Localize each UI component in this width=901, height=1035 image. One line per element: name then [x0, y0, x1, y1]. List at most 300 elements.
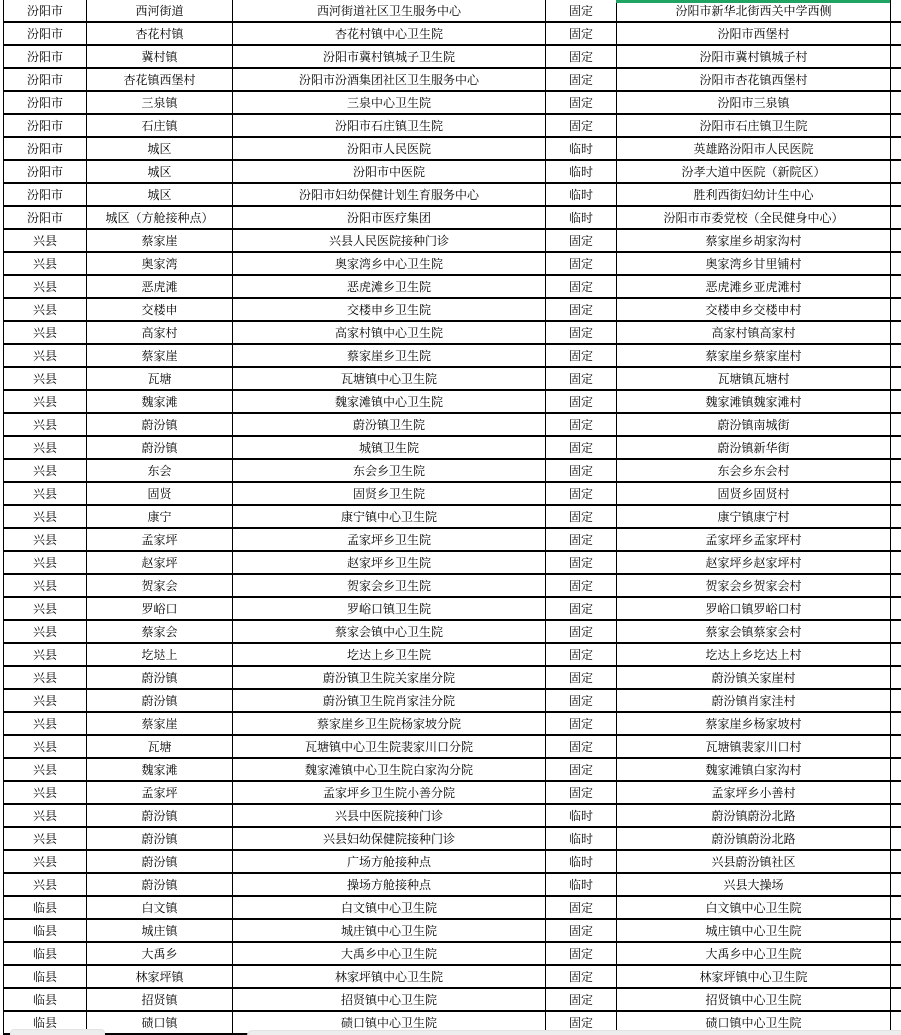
cell-city[interactable]: 临县: [4, 920, 87, 943]
cell-town[interactable]: 城庄镇: [87, 920, 233, 943]
cell-filler[interactable]: [891, 989, 901, 1012]
cell-site[interactable]: 蔚汾镇卫生院: [233, 414, 546, 437]
cell-address[interactable]: 蔡家崖乡胡家沟村: [617, 230, 891, 253]
cell-city[interactable]: 兴县: [4, 736, 87, 759]
cell-type[interactable]: 固定: [546, 92, 617, 115]
cell-type[interactable]: 固定: [546, 483, 617, 506]
cell-address[interactable]: 招贤镇中心卫生院: [617, 989, 891, 1012]
cell-type[interactable]: 固定: [546, 598, 617, 621]
cell-site[interactable]: 蔡家崖乡卫生院杨家坡分院: [233, 713, 546, 736]
cell-filler[interactable]: [891, 299, 901, 322]
cell-site[interactable]: 广场方舱接种点: [233, 851, 546, 874]
cell-type[interactable]: 临时: [546, 874, 617, 897]
cell-address[interactable]: 英雄路汾阳市人民医院: [617, 138, 891, 161]
cell-town[interactable]: 高家村: [87, 322, 233, 345]
cell-city[interactable]: 临县: [4, 943, 87, 966]
table-row: [4, 943, 901, 966]
cell-town[interactable]: 蔚汾镇: [87, 437, 233, 460]
cell-address[interactable]: 碛口镇中心卫生院: [617, 1012, 891, 1035]
cell-city[interactable]: 兴县: [4, 529, 87, 552]
cell-site[interactable]: 罗峪口镇卫生院: [233, 598, 546, 621]
cell-town[interactable]: 瓦塘: [87, 368, 233, 391]
cell-filler[interactable]: [891, 253, 901, 276]
cell-filler[interactable]: [891, 851, 901, 874]
cell-type[interactable]: 固定: [546, 368, 617, 391]
cell-town[interactable]: 蔚汾镇: [87, 805, 233, 828]
cell-site[interactable]: 赵家坪乡卫生院: [233, 552, 546, 575]
cell-type[interactable]: 临时: [546, 851, 617, 874]
cell-filler[interactable]: [891, 184, 901, 207]
cell-type[interactable]: 固定: [546, 529, 617, 552]
cell-site[interactable]: 兴县中医院接种门诊: [233, 805, 546, 828]
cell-town[interactable]: 孟家坪: [87, 529, 233, 552]
cell-city[interactable]: 兴县: [4, 345, 87, 368]
cell-site[interactable]: 汾阳市妇幼保健计划生育服务中心: [233, 184, 546, 207]
cell-filler[interactable]: [891, 529, 901, 552]
cell-type[interactable]: 固定: [546, 46, 617, 69]
cell-filler[interactable]: [891, 0, 901, 23]
cell-address[interactable]: 汾阳市三泉镇: [617, 92, 891, 115]
cell-town[interactable]: 蔡家崖: [87, 230, 233, 253]
cell-type[interactable]: 固定: [546, 1012, 617, 1035]
cell-city[interactable]: 兴县: [4, 805, 87, 828]
table-row: [4, 414, 901, 437]
cell-city[interactable]: 汾阳市: [4, 115, 87, 138]
bottom-ui-strip-left: [10, 1029, 105, 1035]
cell-city[interactable]: 汾阳市: [4, 23, 87, 46]
cell-town[interactable]: 城区（方舱接种点）: [87, 207, 233, 230]
cell-city[interactable]: 兴县: [4, 667, 87, 690]
cell-city[interactable]: 临县: [4, 1012, 87, 1035]
cell-type[interactable]: 固定: [546, 736, 617, 759]
cell-type[interactable]: 固定: [546, 621, 617, 644]
cell-filler[interactable]: [891, 598, 901, 621]
cell-type[interactable]: 固定: [546, 690, 617, 713]
cell-city[interactable]: 兴县: [4, 299, 87, 322]
cell-address[interactable]: 东会乡东会村: [617, 460, 891, 483]
cell-address[interactable]: 胜利西街妇幼计生中心: [617, 184, 891, 207]
cell-city[interactable]: 汾阳市: [4, 46, 87, 69]
cell-type[interactable]: 固定: [546, 943, 617, 966]
cell-filler[interactable]: [891, 552, 901, 575]
cell-filler[interactable]: [891, 276, 901, 299]
table-row: [4, 276, 901, 299]
cell-filler[interactable]: [891, 460, 901, 483]
cell-city[interactable]: 临县: [4, 897, 87, 920]
cell-address[interactable]: 蔡家会镇蔡家会村: [617, 621, 891, 644]
cell-address[interactable]: 兴县大操场: [617, 874, 891, 897]
cell-address[interactable]: 孟家坪乡小善村: [617, 782, 891, 805]
cell-address[interactable]: 蔚汾镇肖家洼村: [617, 690, 891, 713]
cell-town[interactable]: 蔡家崖: [87, 345, 233, 368]
cell-site[interactable]: 汾阳市中医院: [233, 161, 546, 184]
cell-type[interactable]: 临时: [546, 161, 617, 184]
cell-city[interactable]: 兴县: [4, 391, 87, 414]
table-row: [4, 161, 901, 184]
table-row: [4, 391, 901, 414]
cell-filler[interactable]: [891, 759, 901, 782]
cell-city[interactable]: 汾阳市: [4, 138, 87, 161]
cell-address[interactable]: 魏家滩镇白家沟村: [617, 759, 891, 782]
cell-address[interactable]: 蔡家崖乡蔡家崖村: [617, 345, 891, 368]
table-row: [4, 460, 901, 483]
cell-type[interactable]: 固定: [546, 713, 617, 736]
cell-type[interactable]: 固定: [546, 644, 617, 667]
cell-site[interactable]: 大禹乡中心卫生院: [233, 943, 546, 966]
cell-site[interactable]: 汾阳市冀村镇城子卫生院: [233, 46, 546, 69]
cell-city[interactable]: 兴县: [4, 575, 87, 598]
cell-filler[interactable]: [891, 437, 901, 460]
cell-site[interactable]: 城庄镇中心卫生院: [233, 920, 546, 943]
cell-site[interactable]: 西河街道社区卫生服务中心: [233, 0, 546, 23]
table-row: [4, 92, 901, 115]
cell-site[interactable]: 高家村镇中心卫生院: [233, 322, 546, 345]
cell-site[interactable]: 康宁镇中心卫生院: [233, 506, 546, 529]
cell-type[interactable]: 固定: [546, 23, 617, 46]
cell-type[interactable]: 临时: [546, 184, 617, 207]
cell-town[interactable]: 冀村镇: [87, 46, 233, 69]
table-row: [4, 805, 901, 828]
cell-filler[interactable]: [891, 138, 901, 161]
cell-site[interactable]: 城镇卫生院: [233, 437, 546, 460]
table-row: [4, 0, 901, 23]
table-row: [4, 920, 901, 943]
cell-filler[interactable]: [891, 368, 901, 391]
cell-address[interactable]: 汾阳市西堡村: [617, 23, 891, 46]
table-row: [4, 506, 901, 529]
selected-cell-indicator: [616, 0, 890, 3]
cell-city[interactable]: 兴县: [4, 828, 87, 851]
cell-town[interactable]: 招贤镇: [87, 989, 233, 1012]
cell-site[interactable]: 兴县人民医院接种门诊: [233, 230, 546, 253]
cell-type[interactable]: 固定: [546, 230, 617, 253]
cell-city[interactable]: 兴县: [4, 598, 87, 621]
cell-filler[interactable]: [891, 322, 901, 345]
cell-town[interactable]: 蔚汾镇: [87, 414, 233, 437]
cell-town[interactable]: 石庄镇: [87, 115, 233, 138]
cell-site[interactable]: 蔡家崖乡卫生院: [233, 345, 546, 368]
cell-town[interactable]: 交楼申: [87, 299, 233, 322]
table-row: [4, 828, 901, 851]
cell-site[interactable]: 东会乡卫生院: [233, 460, 546, 483]
cell-address[interactable]: 林家坪镇中心卫生院: [617, 966, 891, 989]
cell-site[interactable]: 蔚汾镇卫生院肖家洼分院: [233, 690, 546, 713]
cell-city[interactable]: 兴县: [4, 437, 87, 460]
table-row: [4, 299, 901, 322]
cell-type[interactable]: 固定: [546, 276, 617, 299]
cell-type[interactable]: 固定: [546, 391, 617, 414]
cell-site[interactable]: 孟家坪乡卫生院: [233, 529, 546, 552]
cell-address[interactable]: 蔚汾镇蔚汾北路: [617, 805, 891, 828]
cell-address[interactable]: 瓦塘镇瓦塘村: [617, 368, 891, 391]
cell-site[interactable]: 瓦塘镇中心卫生院: [233, 368, 546, 391]
table-row: [4, 575, 901, 598]
cell-type[interactable]: 固定: [546, 667, 617, 690]
cell-town[interactable]: 恶虎滩: [87, 276, 233, 299]
cell-city[interactable]: 汾阳市: [4, 92, 87, 115]
cell-town[interactable]: 白文镇: [87, 897, 233, 920]
cell-address[interactable]: 汾阳市冀村镇城子村: [617, 46, 891, 69]
cell-address[interactable]: 蔚汾镇新华街: [617, 437, 891, 460]
cell-site[interactable]: 固贤乡卫生院: [233, 483, 546, 506]
cell-town[interactable]: 城区: [87, 184, 233, 207]
cell-address[interactable]: 汾孝大道中医院（新院区）: [617, 161, 891, 184]
cell-filler[interactable]: [891, 621, 901, 644]
cell-type[interactable]: 固定: [546, 966, 617, 989]
cell-city[interactable]: 汾阳市: [4, 207, 87, 230]
cell-city[interactable]: 兴县: [4, 230, 87, 253]
cell-type[interactable]: 固定: [546, 506, 617, 529]
cell-type[interactable]: 固定: [546, 345, 617, 368]
cell-city[interactable]: 汾阳市: [4, 184, 87, 207]
cell-type[interactable]: 临时: [546, 207, 617, 230]
cell-site[interactable]: 兴县妇幼保健院接种门诊: [233, 828, 546, 851]
cell-town[interactable]: 城区: [87, 138, 233, 161]
cell-town[interactable]: 康宁: [87, 506, 233, 529]
cell-city[interactable]: 临县: [4, 989, 87, 1012]
cell-town[interactable]: 蔚汾镇: [87, 828, 233, 851]
cell-address[interactable]: 兴县蔚汾镇社区: [617, 851, 891, 874]
cell-city[interactable]: 兴县: [4, 552, 87, 575]
cell-filler[interactable]: [891, 69, 901, 92]
cell-site[interactable]: 魏家滩镇中心卫生院: [233, 391, 546, 414]
table-row: [4, 253, 901, 276]
cell-address[interactable]: 孟家坪乡孟家坪村: [617, 529, 891, 552]
cell-site[interactable]: 碛口镇中心卫生院: [233, 1012, 546, 1035]
cell-city[interactable]: 兴县: [4, 713, 87, 736]
cell-filler[interactable]: [891, 667, 901, 690]
cell-address[interactable]: 罗峪口镇罗峪口村: [617, 598, 891, 621]
cell-town[interactable]: 蔡家崖: [87, 713, 233, 736]
cell-filler[interactable]: [891, 828, 901, 851]
cell-site[interactable]: 汾阳市医疗集团: [233, 207, 546, 230]
cell-filler[interactable]: [891, 782, 901, 805]
cell-town[interactable]: 瓦塘: [87, 736, 233, 759]
cell-filler[interactable]: [891, 46, 901, 69]
cell-site[interactable]: 林家坪镇中心卫生院: [233, 966, 546, 989]
cell-site[interactable]: 三泉中心卫生院: [233, 92, 546, 115]
cell-town[interactable]: 蔡家会: [87, 621, 233, 644]
cell-site[interactable]: 圪达上乡卫生院: [233, 644, 546, 667]
table-row: [4, 644, 901, 667]
cell-site[interactable]: 瓦塘镇中心卫生院裴家川口分院: [233, 736, 546, 759]
cell-address[interactable]: 蔚汾镇蔚汾北路: [617, 828, 891, 851]
table-row: [4, 966, 901, 989]
cell-filler[interactable]: [891, 161, 901, 184]
cell-address[interactable]: 汾阳市杏花镇西堡村: [617, 69, 891, 92]
cell-town[interactable]: 魏家滩: [87, 759, 233, 782]
cell-town[interactable]: 蔚汾镇: [87, 667, 233, 690]
cell-filler[interactable]: [891, 92, 901, 115]
cell-filler[interactable]: [891, 874, 901, 897]
cell-address[interactable]: 贺家会乡贺家会村: [617, 575, 891, 598]
cell-site[interactable]: 贺家会乡卫生院: [233, 575, 546, 598]
cell-town[interactable]: 固贤: [87, 483, 233, 506]
table-row: [4, 23, 901, 46]
cell-town[interactable]: 蔚汾镇: [87, 874, 233, 897]
cell-city[interactable]: 兴县: [4, 460, 87, 483]
cell-address[interactable]: 赵家坪乡赵家坪村: [617, 552, 891, 575]
cell-city[interactable]: 兴县: [4, 782, 87, 805]
cell-address[interactable]: 交楼申乡交楼申村: [617, 299, 891, 322]
table-row: [4, 437, 901, 460]
cell-filler[interactable]: [891, 207, 901, 230]
cell-type[interactable]: 固定: [546, 460, 617, 483]
cell-town[interactable]: 杏花镇西堡村: [87, 69, 233, 92]
cell-type[interactable]: 固定: [546, 299, 617, 322]
cell-address[interactable]: 蔡家崖乡杨家坡村: [617, 713, 891, 736]
cell-town[interactable]: 大禹乡: [87, 943, 233, 966]
cell-address[interactable]: 大禹乡中心卫生院: [617, 943, 891, 966]
cell-type[interactable]: 固定: [546, 989, 617, 1012]
table-row: [4, 207, 901, 230]
cell-filler[interactable]: [891, 230, 901, 253]
table-row: [4, 736, 901, 759]
cell-address[interactable]: 瓦塘镇裴家川口村: [617, 736, 891, 759]
table-row: [4, 138, 901, 161]
table-row: [4, 184, 901, 207]
cell-site[interactable]: 魏家滩镇中心卫生院白家沟分院: [233, 759, 546, 782]
cell-filler[interactable]: [891, 644, 901, 667]
cell-filler[interactable]: [891, 23, 901, 46]
cell-type[interactable]: 临时: [546, 138, 617, 161]
cell-town[interactable]: 杏花村镇: [87, 23, 233, 46]
cell-filler[interactable]: [891, 897, 901, 920]
cell-filler[interactable]: [891, 943, 901, 966]
cell-site[interactable]: 孟家坪乡卫生院小善分院: [233, 782, 546, 805]
cell-town[interactable]: 圪垯上: [87, 644, 233, 667]
cell-type[interactable]: 固定: [546, 782, 617, 805]
cell-site[interactable]: 招贤镇中心卫生院: [233, 989, 546, 1012]
cell-type[interactable]: 固定: [546, 759, 617, 782]
cell-city[interactable]: 兴县: [4, 253, 87, 276]
cell-city[interactable]: 兴县: [4, 621, 87, 644]
cell-address[interactable]: 魏家滩镇魏家滩村: [617, 391, 891, 414]
cell-filler[interactable]: [891, 736, 901, 759]
cell-site[interactable]: 蔚汾镇卫生院关家崖分院: [233, 667, 546, 690]
cell-town[interactable]: 孟家坪: [87, 782, 233, 805]
cell-city[interactable]: 兴县: [4, 874, 87, 897]
cell-address[interactable]: 白文镇中心卫生院: [617, 897, 891, 920]
cell-address[interactable]: 汾阳市石庄镇卫生院: [617, 115, 891, 138]
cell-type[interactable]: 固定: [546, 414, 617, 437]
cell-town[interactable]: 罗峪口: [87, 598, 233, 621]
cell-city[interactable]: 兴县: [4, 483, 87, 506]
cell-address[interactable]: 汾阳市市委党校（全民健身中心）: [617, 207, 891, 230]
cell-city[interactable]: 汾阳市: [4, 69, 87, 92]
cell-town[interactable]: 贺家会: [87, 575, 233, 598]
cell-type[interactable]: 固定: [546, 920, 617, 943]
cell-type[interactable]: 固定: [546, 253, 617, 276]
cell-address[interactable]: 蔚汾镇南城街: [617, 414, 891, 437]
cell-type[interactable]: 固定: [546, 575, 617, 598]
cell-site[interactable]: 杏花村镇中心卫生院: [233, 23, 546, 46]
cell-type[interactable]: 固定: [546, 552, 617, 575]
cell-city[interactable]: 兴县: [4, 276, 87, 299]
table-row: [4, 874, 901, 897]
cell-city[interactable]: 汾阳市: [4, 0, 87, 23]
cell-site[interactable]: 恶虎滩乡卫生院: [233, 276, 546, 299]
cell-city[interactable]: 兴县: [4, 690, 87, 713]
table-row: [4, 690, 901, 713]
cell-address[interactable]: 固贤乡固贤村: [617, 483, 891, 506]
cell-filler[interactable]: [891, 345, 901, 368]
cell-type[interactable]: 临时: [546, 828, 617, 851]
cell-type[interactable]: 固定: [546, 897, 617, 920]
cell-town[interactable]: 魏家滩: [87, 391, 233, 414]
cell-site[interactable]: 交楼申乡卫生院: [233, 299, 546, 322]
cell-filler[interactable]: [891, 575, 901, 598]
cell-town[interactable]: 林家坪镇: [87, 966, 233, 989]
cell-address[interactable]: 恶虎滩乡亚虎滩村: [617, 276, 891, 299]
cell-filler[interactable]: [891, 966, 901, 989]
cell-city[interactable]: 兴县: [4, 414, 87, 437]
cell-type[interactable]: 固定: [546, 322, 617, 345]
cell-town[interactable]: 赵家坪: [87, 552, 233, 575]
cell-address[interactable]: 汾阳市新华北街西关中学西侧: [617, 0, 891, 23]
cell-filler[interactable]: [891, 713, 901, 736]
cell-town[interactable]: 城区: [87, 161, 233, 184]
cell-address[interactable]: 城庄镇中心卫生院: [617, 920, 891, 943]
cell-type[interactable]: 固定: [546, 69, 617, 92]
cell-city[interactable]: 兴县: [4, 506, 87, 529]
cell-filler[interactable]: [891, 115, 901, 138]
cell-type[interactable]: 固定: [546, 115, 617, 138]
cell-type[interactable]: 固定: [546, 0, 617, 23]
cell-site[interactable]: 白文镇中心卫生院: [233, 897, 546, 920]
cell-filler[interactable]: [891, 483, 901, 506]
cell-city[interactable]: 兴县: [4, 368, 87, 391]
cell-town[interactable]: 东会: [87, 460, 233, 483]
cell-town[interactable]: 三泉镇: [87, 92, 233, 115]
cell-filler[interactable]: [891, 690, 901, 713]
cell-city[interactable]: 兴县: [4, 851, 87, 874]
cell-town[interactable]: 碛口镇: [87, 1012, 233, 1035]
cell-city[interactable]: 兴县: [4, 759, 87, 782]
cell-filler[interactable]: [891, 391, 901, 414]
cell-city[interactable]: 兴县: [4, 322, 87, 345]
cell-address[interactable]: 康宁镇康宁村: [617, 506, 891, 529]
cell-town[interactable]: 蔚汾镇: [87, 851, 233, 874]
table-row: [4, 552, 901, 575]
cell-filler[interactable]: [891, 506, 901, 529]
cell-site[interactable]: 蔡家会镇中心卫生院: [233, 621, 546, 644]
cell-site[interactable]: 汾阳市人民医院: [233, 138, 546, 161]
cell-address[interactable]: 圪达上乡圪达上村: [617, 644, 891, 667]
table-row: [4, 598, 901, 621]
cell-address[interactable]: 蔚汾镇关家崖村: [617, 667, 891, 690]
cell-town[interactable]: 蔚汾镇: [87, 690, 233, 713]
cell-filler[interactable]: [891, 920, 901, 943]
cell-address[interactable]: 奥家湾乡甘里铺村: [617, 253, 891, 276]
cell-site[interactable]: 奥家湾乡中心卫生院: [233, 253, 546, 276]
cell-town[interactable]: 西河街道: [87, 0, 233, 23]
cell-type[interactable]: 临时: [546, 805, 617, 828]
cell-town[interactable]: 奥家湾: [87, 253, 233, 276]
cell-filler[interactable]: [891, 805, 901, 828]
cell-site[interactable]: 操场方舱接种点: [233, 874, 546, 897]
table-row: [4, 345, 901, 368]
cell-city[interactable]: 兴县: [4, 644, 87, 667]
cell-city[interactable]: 临县: [4, 966, 87, 989]
cell-site[interactable]: 汾阳市石庄镇卫生院: [233, 115, 546, 138]
cell-type[interactable]: 固定: [546, 437, 617, 460]
cell-city[interactable]: 汾阳市: [4, 161, 87, 184]
cell-address[interactable]: 高家村镇高家村: [617, 322, 891, 345]
cell-site[interactable]: 汾阳市汾酒集团社区卫生服务中心: [233, 69, 546, 92]
cell-filler[interactable]: [891, 414, 901, 437]
table-row: [4, 368, 901, 391]
